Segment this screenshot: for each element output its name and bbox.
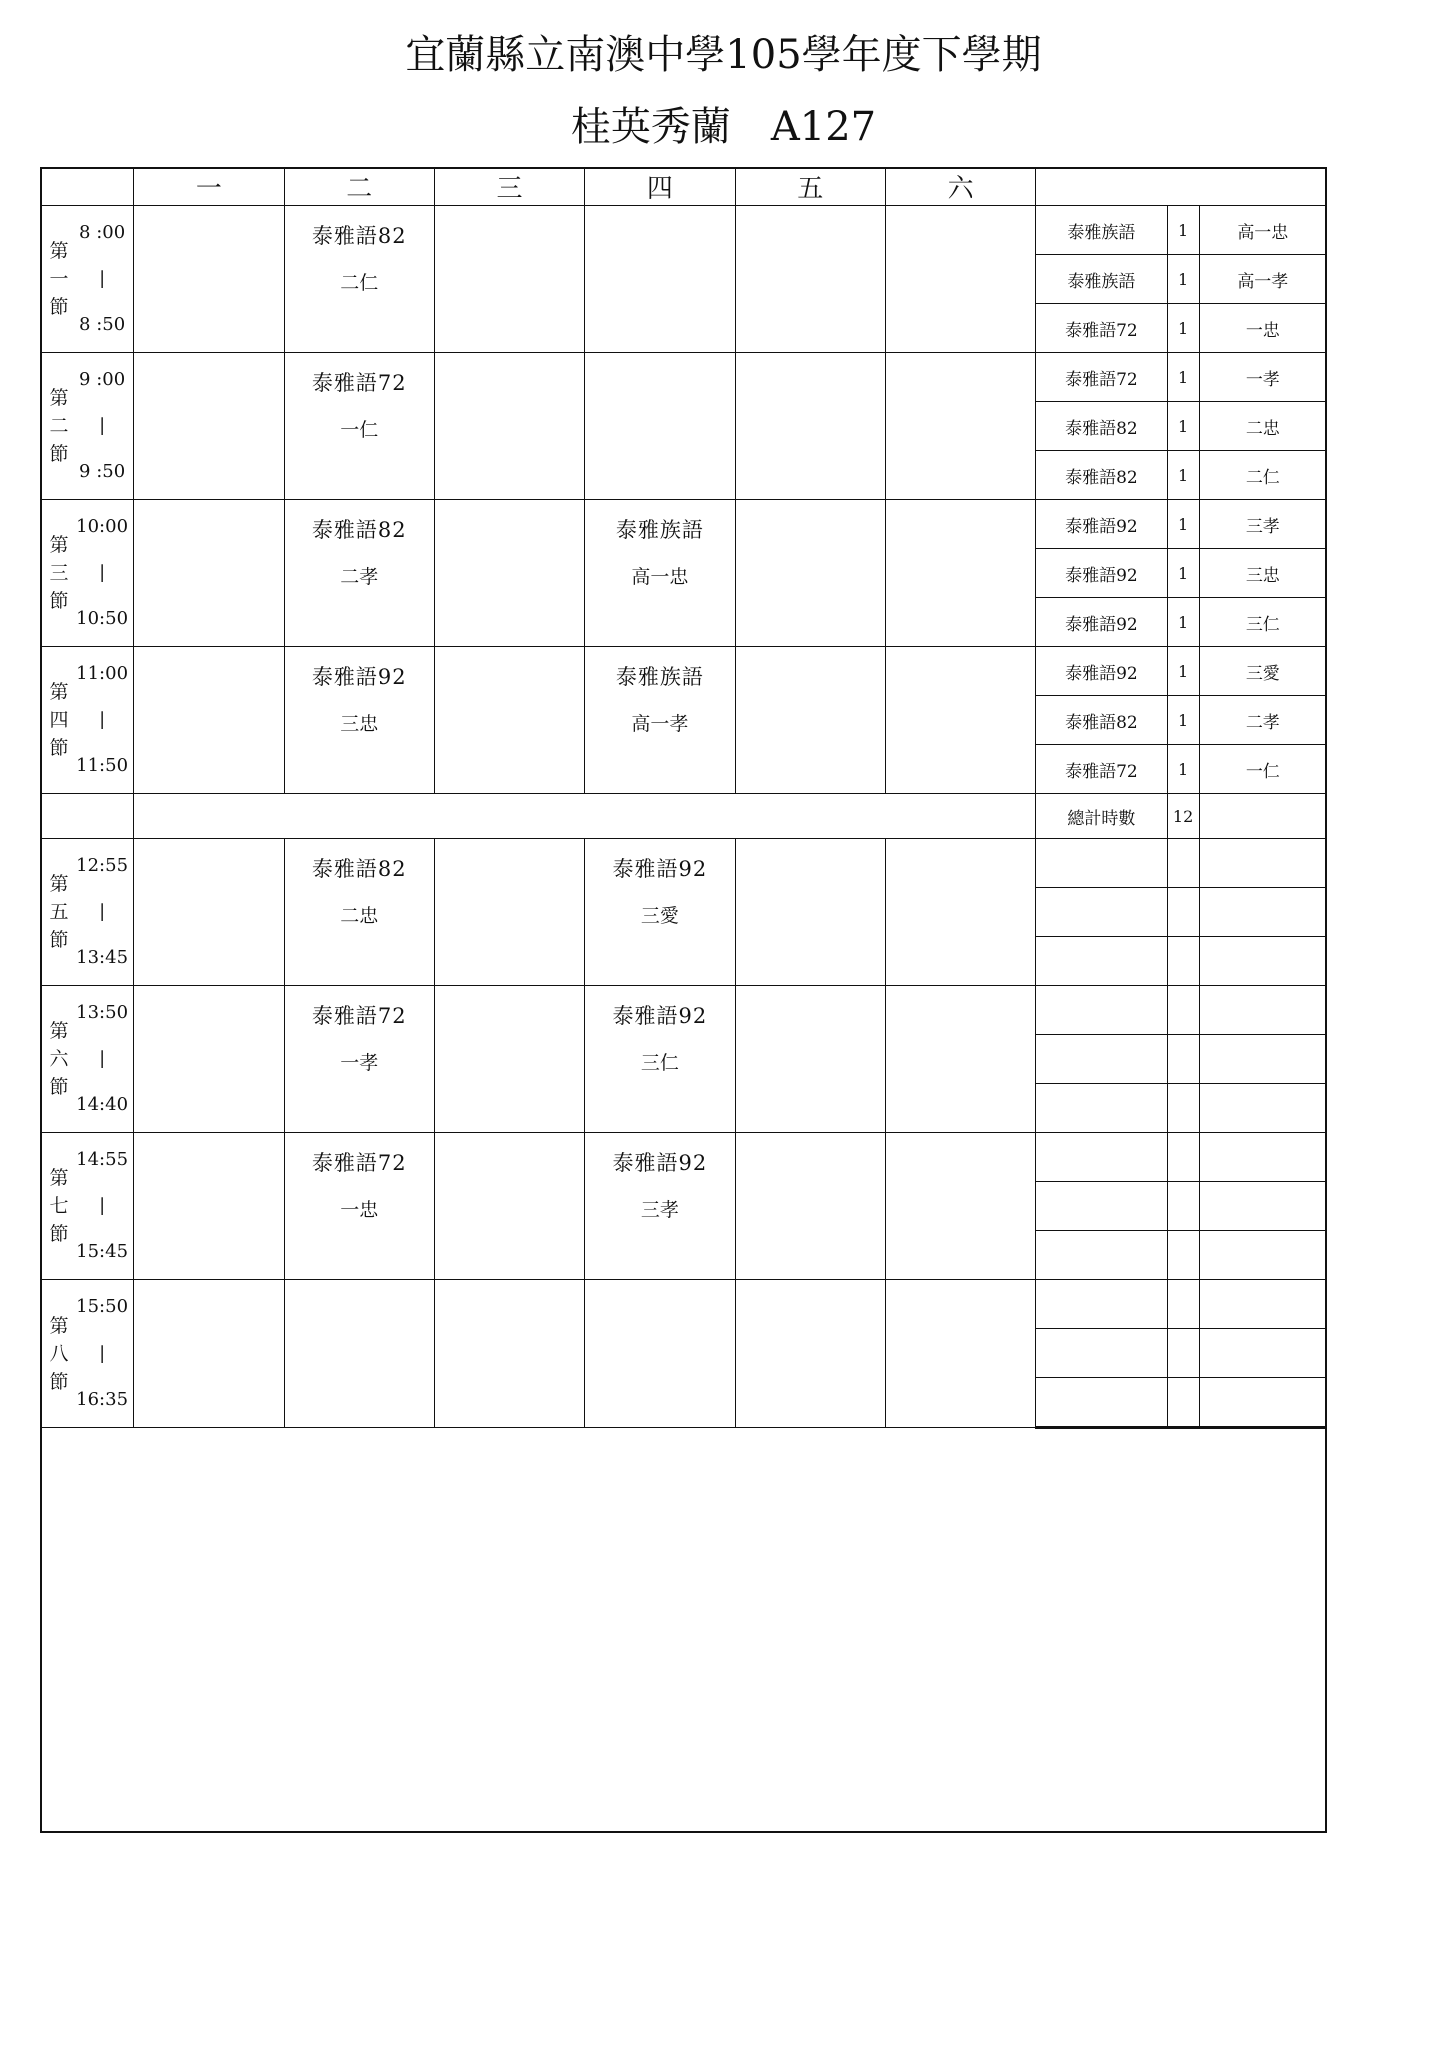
class-entry: [585, 1134, 734, 1278]
class-cell: [134, 500, 284, 647]
period-time: [75, 1149, 129, 1263]
summary-class: [1199, 1133, 1326, 1182]
class-cell: [434, 839, 584, 986]
summary-subject: 泰雅語92: [1036, 500, 1167, 549]
class-cell: [284, 353, 434, 500]
class-subject: 泰雅族語: [615, 518, 704, 542]
class-entry: [435, 501, 584, 645]
summary-count: 1: [1167, 696, 1199, 745]
period-time-end: 11:50: [76, 755, 129, 776]
period-cell: [41, 839, 134, 986]
page-title: 宜蘭縣立南澳中學105學年度下學期: [405, 32, 1042, 78]
class-cell: [735, 353, 885, 500]
class-cell: [585, 500, 735, 647]
class-entry: [285, 1282, 434, 1426]
period-name: 第一節: [49, 240, 69, 318]
period-name: 第八節: [49, 1314, 69, 1393]
class-subject: 泰雅語92: [612, 1151, 708, 1175]
class-subject: 泰雅語72: [311, 1151, 407, 1175]
class-entry: [585, 987, 734, 1131]
class-room: 二仁: [340, 272, 379, 294]
total-row: [41, 794, 1327, 839]
period-time-start: 9 :00: [79, 369, 126, 390]
period-time-end: 16:35: [76, 1389, 129, 1410]
summary-header: [1036, 168, 1327, 206]
class-room: 三忠: [340, 713, 379, 735]
class-entry: [736, 840, 885, 984]
class-room: 三孝: [640, 1199, 679, 1221]
class-subject: 泰雅語72: [311, 1004, 407, 1028]
class-cell: [284, 1133, 434, 1280]
class-entry: [736, 1282, 885, 1426]
summary-class: [1199, 1084, 1326, 1133]
total-label: 總計時數: [1036, 794, 1167, 839]
class-cell: [885, 206, 1035, 353]
summary-count: [1167, 1231, 1199, 1280]
summary-count: [1167, 1133, 1199, 1182]
summary-class: 二孝: [1199, 696, 1326, 745]
class-cell: [134, 206, 284, 353]
period-slot-row: [41, 839, 1327, 888]
class-entry: [585, 648, 734, 792]
summary-class: 一忠: [1199, 304, 1326, 353]
class-cell: [885, 839, 1035, 986]
summary-subject: [1036, 986, 1167, 1035]
summary-subject: 泰雅族語: [1036, 206, 1167, 255]
period-time-end: 10:50: [76, 608, 129, 629]
class-subject: 泰雅語82: [311, 857, 407, 881]
class-subject: 泰雅語92: [311, 665, 407, 689]
summary-subject: 泰雅語72: [1036, 304, 1167, 353]
teacher-room-subtitle: 桂英秀蘭 A127: [570, 104, 877, 150]
summary-count: 1: [1167, 500, 1199, 549]
period-time: [75, 369, 129, 483]
class-entry: [886, 840, 1035, 984]
class-cell: [134, 1133, 284, 1280]
period-name: 第三節: [49, 534, 69, 612]
class-entry: [736, 1134, 885, 1278]
class-entry: [585, 354, 734, 498]
summary-count: [1167, 888, 1199, 937]
corner-cell: [41, 168, 134, 206]
period-time-sep: |: [99, 1342, 106, 1364]
class-entry: [435, 1134, 584, 1278]
summary-class: [1199, 1035, 1326, 1084]
period-time-sep: |: [99, 415, 106, 436]
class-room: 二孝: [340, 566, 379, 588]
summary-class: [1199, 1378, 1326, 1428]
summary-subject: [1036, 1378, 1167, 1428]
period-time: [75, 1002, 129, 1116]
class-cell: [434, 353, 584, 500]
period-time-sep: |: [99, 562, 106, 583]
summary-count: 1: [1167, 304, 1199, 353]
class-cell: [735, 500, 885, 647]
class-subject: 泰雅語72: [311, 371, 407, 395]
class-subject: 泰雅族語: [615, 665, 704, 689]
period-cell: [41, 206, 134, 353]
summary-class: 高一忠: [1199, 206, 1326, 255]
total-spacer: [41, 794, 134, 839]
class-cell: [284, 1280, 434, 1428]
summary-count: [1167, 839, 1199, 888]
summary-subject: 泰雅族語: [1036, 255, 1167, 304]
class-entry: [886, 354, 1035, 498]
period-slot-row: [41, 353, 1327, 402]
day-header: 二: [284, 168, 434, 206]
day-header: 三: [434, 168, 584, 206]
class-cell: [885, 647, 1035, 794]
summary-subject: 泰雅語72: [1036, 745, 1167, 794]
period-name: 第二節: [49, 387, 69, 465]
summary-class: [1199, 839, 1326, 888]
summary-class: 一仁: [1199, 745, 1326, 794]
summary-subject: [1036, 1182, 1167, 1231]
class-room: 三仁: [640, 1052, 679, 1074]
summary-class: 二忠: [1199, 402, 1326, 451]
class-entry: [435, 1282, 584, 1426]
class-entry: [886, 987, 1035, 1131]
class-entry: [585, 1282, 734, 1426]
class-cell: [134, 986, 284, 1133]
class-cell: [434, 1133, 584, 1280]
summary-subject: 泰雅語82: [1036, 451, 1167, 500]
class-entry: [134, 987, 283, 1131]
summary-count: [1167, 1280, 1199, 1329]
period-time-start: 8 :00: [79, 222, 126, 243]
summary-subject: [1036, 1035, 1167, 1084]
class-entry: [435, 987, 584, 1131]
period-time-start: 13:50: [76, 1002, 129, 1023]
period-time-start: 14:55: [76, 1149, 129, 1170]
class-cell: [284, 839, 434, 986]
period-time-end: 9 :50: [79, 461, 126, 482]
summary-class: [1199, 986, 1326, 1035]
period-time-sep: |: [99, 901, 106, 922]
summary-count: 1: [1167, 598, 1199, 647]
period-cell: [41, 1133, 134, 1280]
period-time: [75, 516, 129, 630]
class-entry: [285, 501, 434, 645]
class-cell: [434, 986, 584, 1133]
class-cell: [735, 986, 885, 1133]
summary-subject: [1036, 1133, 1167, 1182]
class-room: 一孝: [340, 1052, 379, 1074]
period-time-start: 15:50: [76, 1296, 129, 1317]
summary-subject: [1036, 937, 1167, 986]
class-cell: [735, 647, 885, 794]
period-slot-row: [41, 647, 1327, 696]
total-value: 12: [1167, 794, 1199, 839]
period-name: 第四節: [49, 681, 69, 759]
class-entry: [134, 840, 283, 984]
period-time-end: 8 :50: [79, 314, 126, 335]
class-entry: [736, 648, 885, 792]
class-cell: [885, 353, 1035, 500]
period-slot-row: [41, 206, 1327, 255]
class-cell: [434, 647, 584, 794]
class-entry: [285, 648, 434, 792]
summary-class: 高一孝: [1199, 255, 1326, 304]
period-cell: [41, 1280, 134, 1428]
period-time-sep: |: [99, 268, 106, 289]
summary-class: [1199, 1182, 1326, 1231]
class-entry: [886, 648, 1035, 792]
class-cell: [134, 1280, 284, 1428]
class-entry: [285, 840, 434, 984]
class-room: 高一忠: [631, 566, 689, 588]
class-subject: 泰雅語92: [612, 1004, 708, 1028]
class-entry: [886, 207, 1035, 351]
summary-count: 1: [1167, 647, 1199, 696]
summary-subject: [1036, 839, 1167, 888]
summary-class: 三忠: [1199, 549, 1326, 598]
class-entry: [736, 354, 885, 498]
summary-count: [1167, 1378, 1199, 1428]
summary-count: [1167, 1182, 1199, 1231]
class-cell: [585, 986, 735, 1133]
class-entry: [585, 207, 734, 351]
day-header: 四: [585, 168, 735, 206]
summary-subject: [1036, 1231, 1167, 1280]
class-cell: [434, 206, 584, 353]
summary-count: [1167, 1084, 1199, 1133]
class-entry: [134, 1282, 283, 1426]
class-cell: [284, 986, 434, 1133]
summary-subject: 泰雅語92: [1036, 598, 1167, 647]
period-time: [75, 663, 129, 777]
class-cell: [885, 986, 1035, 1133]
class-cell: [434, 1280, 584, 1428]
class-entry: [134, 501, 283, 645]
class-cell: [735, 839, 885, 986]
class-room: 高一孝: [631, 713, 689, 735]
summary-count: 1: [1167, 206, 1199, 255]
summary-count: 1: [1167, 745, 1199, 794]
day-header: 一: [134, 168, 284, 206]
day-header-row: [41, 168, 1327, 206]
class-entry: [435, 840, 584, 984]
summary-count: 1: [1167, 353, 1199, 402]
class-cell: [434, 500, 584, 647]
class-subject: 泰雅語82: [311, 224, 407, 248]
class-cell: [585, 353, 735, 500]
class-entry: [285, 987, 434, 1131]
class-entry: [585, 501, 734, 645]
period-name: 第七節: [49, 1167, 69, 1245]
timetable: [40, 167, 1327, 1429]
period-time-sep: |: [99, 1195, 106, 1216]
summary-class: [1199, 1329, 1326, 1378]
summary-count: [1167, 1329, 1199, 1378]
period-time-end: 13:45: [76, 947, 129, 968]
period-time-start: 11:00: [76, 663, 129, 684]
class-entry: [285, 207, 434, 351]
class-room: 三愛: [640, 905, 679, 927]
summary-class: 二仁: [1199, 451, 1326, 500]
class-cell: [885, 1133, 1035, 1280]
summary-count: 1: [1167, 255, 1199, 304]
period-name: 第五節: [49, 873, 69, 951]
class-entry: [435, 648, 584, 792]
class-room: 一忠: [340, 1199, 379, 1221]
class-entry: [585, 840, 734, 984]
summary-class: 三愛: [1199, 647, 1326, 696]
period-time-start: 10:00: [76, 516, 129, 537]
class-cell: [134, 839, 284, 986]
class-cell: [585, 206, 735, 353]
class-entry: [285, 1134, 434, 1278]
lunch-gap-cell: [134, 794, 1036, 839]
summary-subject: [1036, 1280, 1167, 1329]
class-entry: [736, 987, 885, 1131]
period-time-end: 15:45: [76, 1241, 129, 1262]
summary-count: 1: [1167, 451, 1199, 500]
class-entry: [134, 1134, 283, 1278]
class-cell: [284, 206, 434, 353]
summary-subject: [1036, 888, 1167, 937]
period-slot-row: [41, 1280, 1327, 1329]
class-entry: [435, 207, 584, 351]
class-cell: [585, 839, 735, 986]
class-cell: [284, 500, 434, 647]
period-time: [75, 222, 129, 336]
period-time: [75, 1296, 129, 1411]
period-cell: [41, 353, 134, 500]
summary-count: [1167, 986, 1199, 1035]
summary-class: [1199, 888, 1326, 937]
summary-subject: 泰雅語92: [1036, 549, 1167, 598]
summary-class: 三仁: [1199, 598, 1326, 647]
class-cell: [585, 647, 735, 794]
class-entry: [886, 1282, 1035, 1426]
period-time-end: 14:40: [76, 1094, 129, 1115]
summary-count: 1: [1167, 549, 1199, 598]
class-room: 二忠: [340, 905, 379, 927]
period-cell: [41, 986, 134, 1133]
class-cell: [885, 500, 1035, 647]
period-time-sep: |: [99, 709, 106, 730]
period-slot-row: [41, 500, 1327, 549]
class-cell: [585, 1133, 735, 1280]
summary-class: [1199, 1280, 1326, 1329]
day-header: 五: [735, 168, 885, 206]
period-time-start: 12:55: [76, 855, 129, 876]
class-entry: [736, 501, 885, 645]
class-subject: 泰雅語92: [612, 857, 708, 881]
day-header: 六: [885, 168, 1035, 206]
class-subject: 泰雅語82: [311, 518, 407, 542]
period-slot-row: [41, 986, 1327, 1035]
summary-class: [1199, 937, 1326, 986]
summary-subject: 泰雅語82: [1036, 402, 1167, 451]
class-entry: [134, 648, 283, 792]
summary-count: [1167, 937, 1199, 986]
summary-count: [1167, 1035, 1199, 1084]
summary-subject: 泰雅語92: [1036, 647, 1167, 696]
class-cell: [134, 647, 284, 794]
class-cell: [585, 1280, 735, 1428]
summary-subject: [1036, 1329, 1167, 1378]
period-time-sep: |: [99, 1048, 106, 1069]
summary-subject: 泰雅語72: [1036, 353, 1167, 402]
class-cell: [885, 1280, 1035, 1428]
summary-class: 三孝: [1199, 500, 1326, 549]
period-time: [75, 855, 129, 969]
class-entry: [134, 207, 283, 351]
class-cell: [735, 206, 885, 353]
class-entry: [285, 354, 434, 498]
class-entry: [736, 207, 885, 351]
summary-subject: [1036, 1084, 1167, 1133]
summary-count: 1: [1167, 402, 1199, 451]
summary-subject: 泰雅語82: [1036, 696, 1167, 745]
class-cell: [284, 647, 434, 794]
class-cell: [735, 1133, 885, 1280]
total-empty: [1199, 794, 1326, 839]
class-entry: [435, 354, 584, 498]
class-entry: [886, 1134, 1035, 1278]
summary-class: 一孝: [1199, 353, 1326, 402]
class-room: 一仁: [340, 419, 379, 441]
class-entry: [886, 501, 1035, 645]
period-name: 第六節: [49, 1020, 69, 1098]
period-cell: [41, 647, 134, 794]
class-entry: [134, 354, 283, 498]
period-slot-row: [41, 1133, 1327, 1182]
class-cell: [735, 1280, 885, 1428]
period-cell: [41, 500, 134, 647]
summary-class: [1199, 1231, 1326, 1280]
class-cell: [134, 353, 284, 500]
